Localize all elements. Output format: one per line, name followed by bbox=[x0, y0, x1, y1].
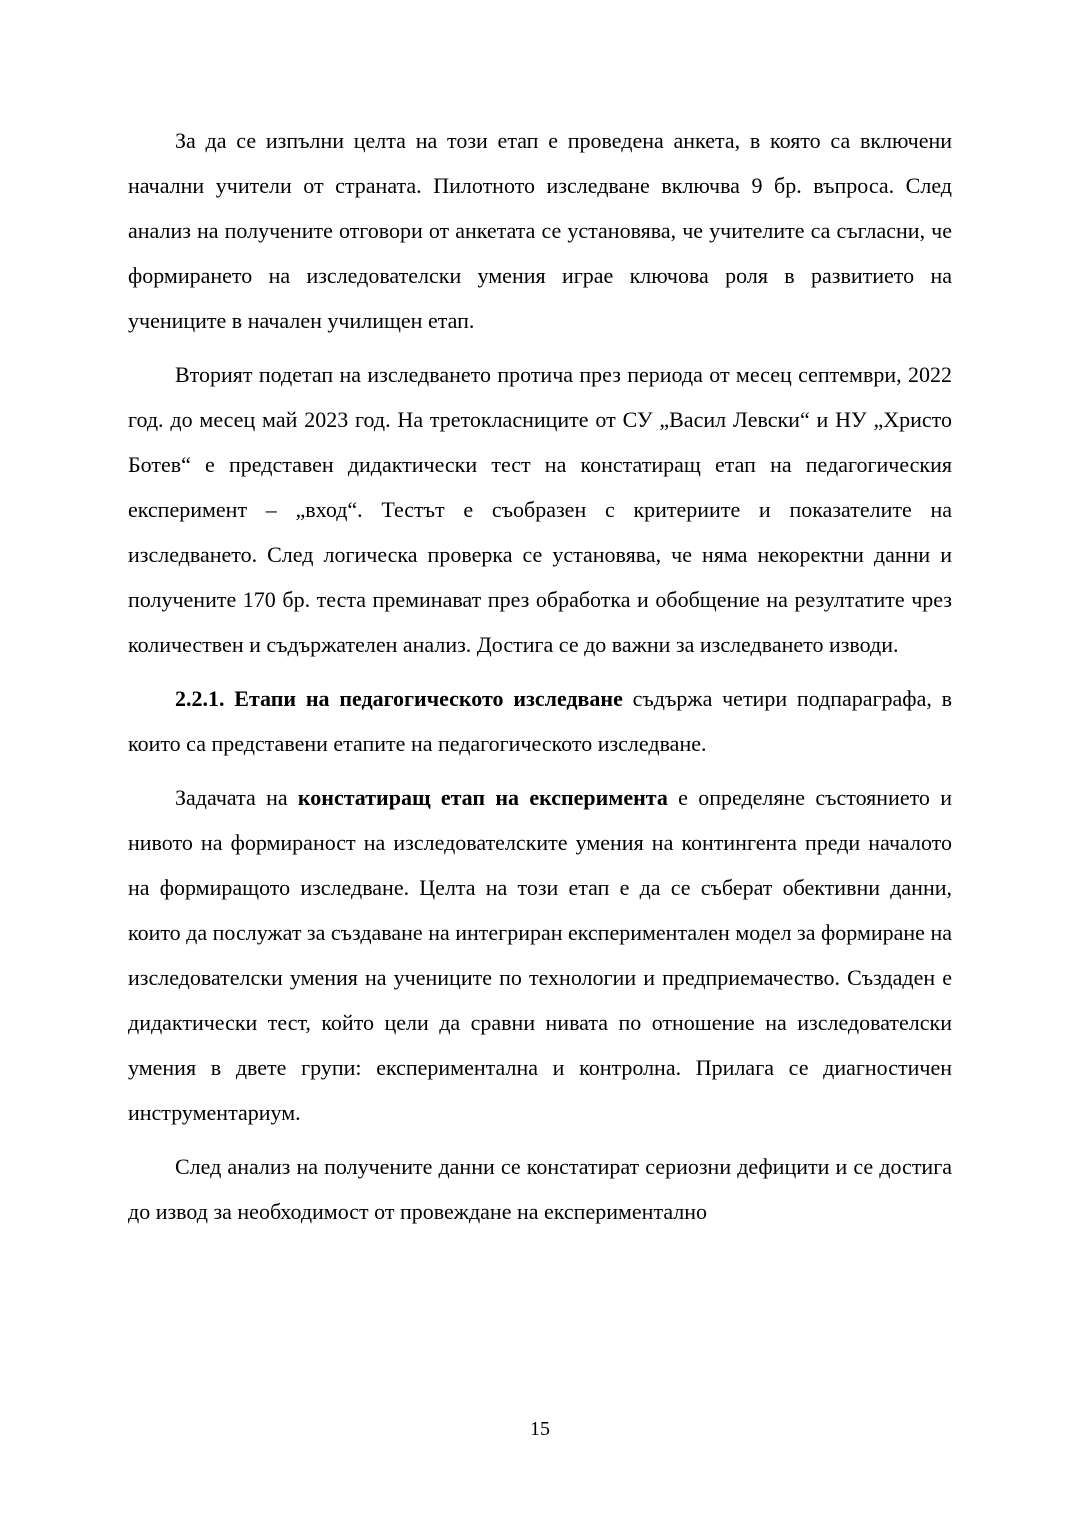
document-content bbox=[128, 118, 952, 1243]
paragraph bbox=[128, 676, 952, 766]
text-run: За да се изпълни целта на този етап е проведена анкета, в която са включени начални учители от страната. Пилотното изследване включва 9 бр. въпроса. След анализ на получените отговори от анкетата се установява, че учителите са съгласни, че формирането на изследователски умения играе ключова роля в развитието на учениците в начален училищен етап. bbox=[128, 128, 952, 333]
paragraph bbox=[128, 1144, 952, 1234]
paragraph bbox=[128, 352, 952, 667]
text-run: съдържа четири подпараграфа, в които са представени етапите на педагогическото изследване. bbox=[128, 686, 952, 756]
page-number: 15 bbox=[530, 1418, 550, 1440]
text-run: След анализ на получените данни се констатират сериозни дефицити и се достига до извод за необходимост от провеждане на експериментално bbox=[128, 1154, 952, 1224]
bold-text-run: констатиращ етап на експеримента bbox=[297, 785, 668, 810]
paragraph bbox=[128, 118, 952, 343]
text-run: е определяне състоянието и нивото на формираност на изследователските умения на контингента преди началото на формиращото изследване. Целта на този етап е да се съберат обективни данни, които да послужат за създаване на интегриран експериментален модел за формиране на изследователски умения на учениците по технологии и предприемачество. Създаден е дидактически тест, който цели да сравни нивата по отношение на изследователски умения в двете групи: експериментална и контролна. Прилага се диагностичен инструментариум. bbox=[128, 785, 952, 1125]
paragraph bbox=[128, 775, 952, 1135]
text-run: Задачата на bbox=[175, 785, 298, 810]
bold-text-run: 2.2.1. Етапи на педагогическото изследване bbox=[175, 686, 623, 711]
text-run: Вторият подетап на изследването протича през периода от месец септември, 2022 год. до месец май 2023 год. На третокласниците от СУ „Васил Левски“ и НУ „Христо Ботев“ е представен дидактически тест на констатиращ етап на педагогическия експеримент – „вход“. Тестът е съобразен с критериите и показателите на изследването. След логическа проверка се установява, че няма некоректни данни и получените 170 бр. теста преминават през обработка и обобщение на резултатите чрез количествен и съдържателен анализ. Достига се до важни за изследването изводи. bbox=[128, 362, 952, 657]
